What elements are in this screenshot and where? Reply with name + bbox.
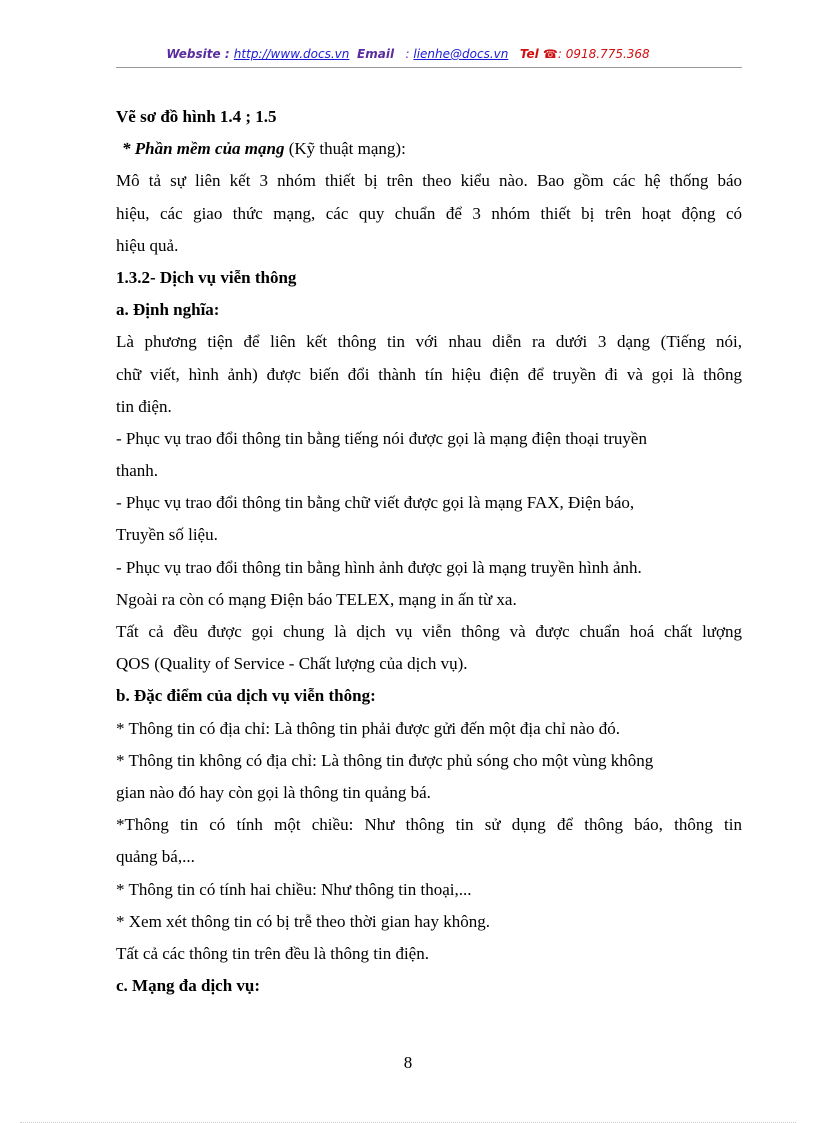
subheading-emphasis: * Phần mềm của mạng bbox=[122, 139, 285, 159]
tel-number: : 0918.775.368 bbox=[557, 47, 650, 61]
body-line: Tất cả các thông tin trên đều là thông tin điện. bbox=[116, 943, 429, 963]
body-line: QOS (Quality of Service - Chất lượng của dịch vụ). bbox=[116, 654, 468, 674]
tel-label: Tel bbox=[519, 47, 543, 61]
section-heading: a. Định nghĩa: bbox=[116, 300, 220, 320]
body-line: thanh. bbox=[116, 461, 159, 481]
body-line: tin điện. bbox=[116, 396, 172, 416]
section-heading: c. Mạng đa dịch vụ: bbox=[116, 976, 261, 996]
body-line: Là phương tiện để liên kết thông tin với nhau diễn ra dưới 3 dạng (Tiếng nói, bbox=[116, 332, 742, 352]
body-line: quảng bá,... bbox=[116, 847, 195, 867]
subheading-rest: (Kỹ thuật mạng): bbox=[284, 139, 406, 159]
document-body bbox=[116, 101, 742, 1002]
body-line: hiệu quả. bbox=[116, 235, 179, 255]
body-line: hiệu, các giao thức mạng, các quy chuẩn để 3 nhóm thiết bị trên hoạt động có bbox=[116, 203, 742, 223]
body-line: * Thông tin có tính hai chiều: Như thông tin thoại,... bbox=[116, 879, 472, 899]
body-line: Tất cả đều được gọi chung là dịch vụ viễn thông và được chuẩn hoá chất lượng bbox=[116, 622, 742, 641]
section-heading: Vẽ sơ đồ hình 1.4 ; 1.5 bbox=[116, 107, 277, 126]
body-line: Truyền số liệu. bbox=[116, 525, 218, 545]
email-link[interactable]: lienhe@docs.vn bbox=[413, 47, 509, 61]
email-label: Email bbox=[357, 47, 395, 61]
page-number: 8 bbox=[403, 1053, 413, 1072]
phone-icon: ☎ bbox=[542, 47, 558, 61]
body-line: *Thông tin có tính một chiều: Như thông tin sử dụng để thông báo, thông tin bbox=[116, 815, 742, 835]
body-line: * Thông tin có địa chỉ: Là thông tin phải được gửi đến một địa chỉ nào đó. bbox=[116, 718, 620, 738]
body-line: Mô tả sự liên kết 3 nhóm thiết bị trên theo kiểu nào. Bao gồm các hệ thống báo bbox=[116, 171, 742, 191]
body-line: * Xem xét thông tin có bị trễ theo thời gian hay không. bbox=[116, 911, 490, 931]
website-link[interactable]: http://www.docs.vn bbox=[233, 47, 350, 61]
body-line: chữ viết, hình ảnh) được biến đổi thành tín hiệu điện để truyền đi và gọi là thông bbox=[116, 364, 742, 384]
body-line: Ngoài ra còn có mạng Điện báo TELEX, mạng in ấn từ xa. bbox=[116, 589, 517, 609]
body-line: - Phục vụ trao đổi thông tin bằng hình ảnh được gọi là mạng truyền hình ảnh. bbox=[116, 557, 642, 577]
website-label: Website : bbox=[166, 47, 234, 61]
body-line: * Thông tin không có địa chỉ: Là thông tin được phủ sóng cho một vùng không bbox=[116, 750, 654, 770]
section-heading: b. Đặc điểm của dịch vụ viễn thông: bbox=[116, 686, 376, 706]
header-divider bbox=[116, 67, 742, 68]
section-heading: 1.3.2- Dịch vụ viễn thông bbox=[116, 267, 297, 287]
body-line: - Phục vụ trao đổi thông tin bằng chữ viết được gọi là mạng FAX, Điện báo, bbox=[116, 493, 635, 513]
body-line: - Phục vụ trao đổi thông tin bằng tiếng nói được gọi là mạng điện thoại truyền bbox=[116, 428, 647, 448]
subheading-line bbox=[116, 133, 742, 165]
email-separator: : bbox=[401, 47, 414, 61]
page-header bbox=[0, 47, 816, 61]
body-line: gian nào đó hay còn gọi là thông tin quảng bá. bbox=[116, 782, 431, 802]
